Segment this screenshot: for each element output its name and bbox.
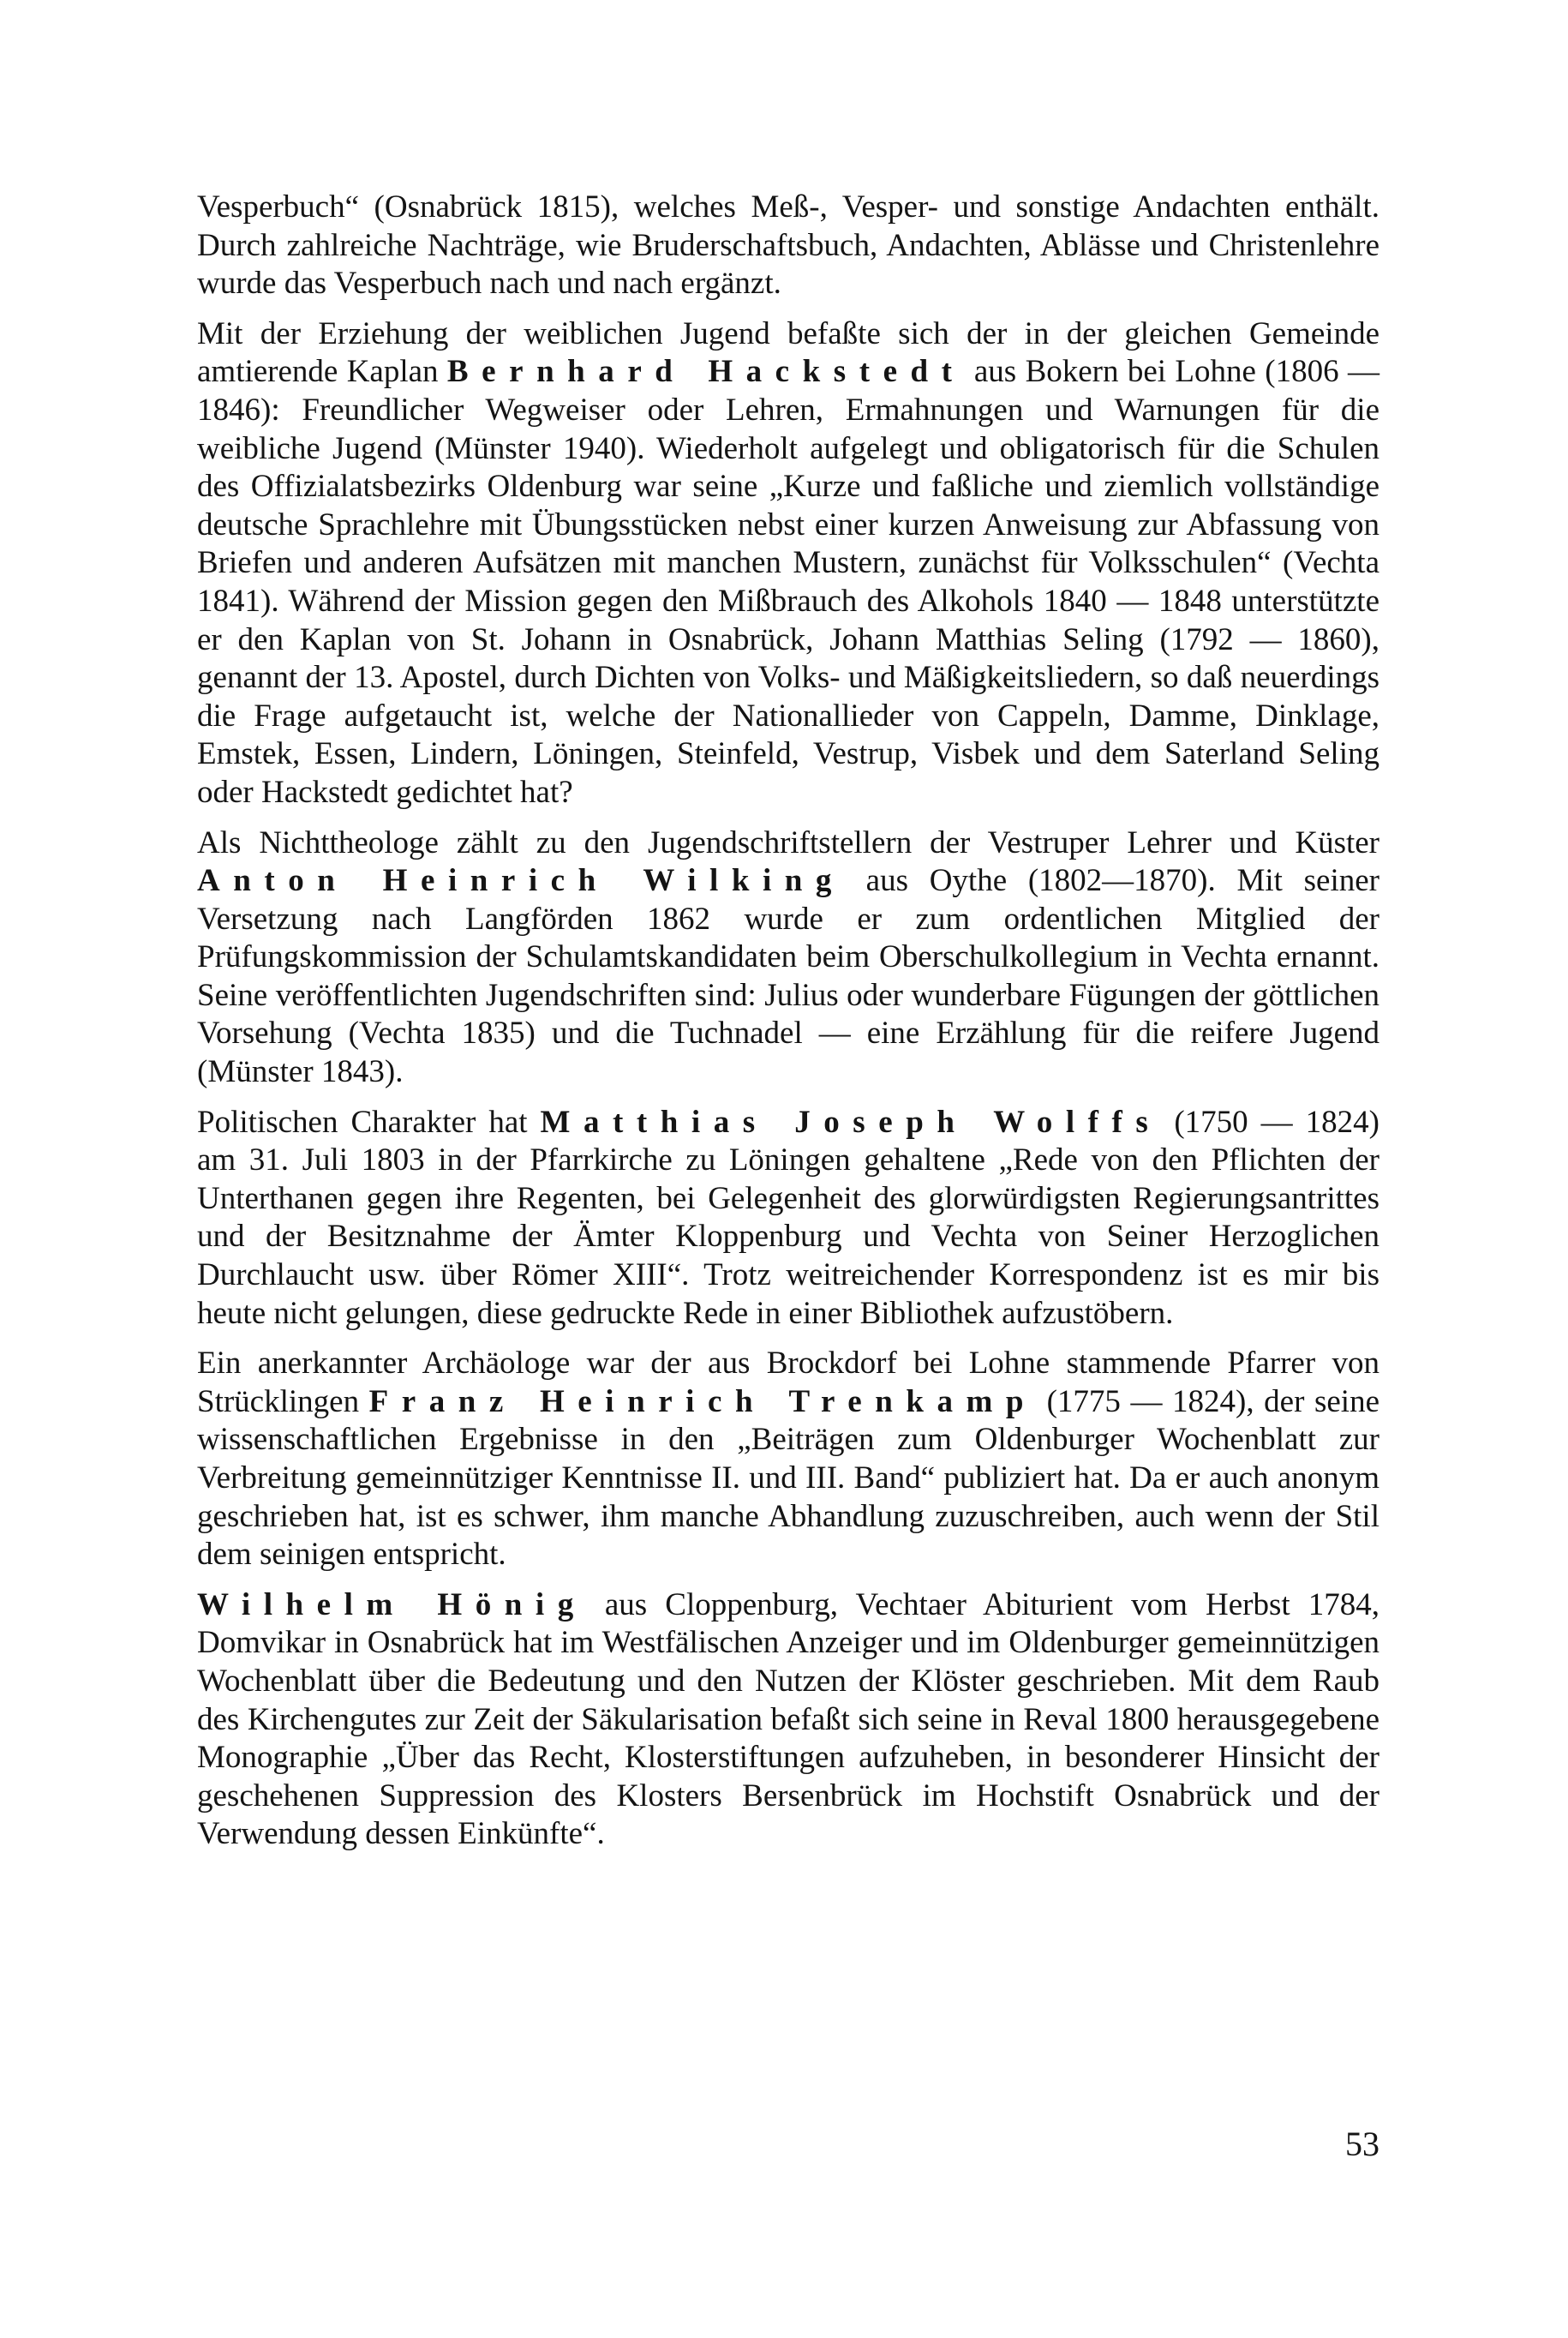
text-run: (1750 — 1824) am 31. Juli 1803 in der Pfarrkirche zu Löningen gehaltene „Rede von den Pflichten der Unterthanen gegen ihre Regenten, bei Gelegenheit des glorwürdigsten Regierungsantrittes und der Besitznahme der Ämter Kloppenburg und Vechta von Seiner Herzoglichen Durchlaucht usw. über Römer XIII“. Trotz weitreichender Korrespondenz ist es mir bis heute nicht gelungen, diese gedruckte Rede in einer Bibliothek aufzustöbern. [197, 1104, 1379, 1331]
body-text [197, 189, 1379, 1854]
person-name: Bernhard Hackstedt [446, 354, 966, 390]
text-run: Als Nichttheologe zählt zu den Jugendschriftstellern der Vestruper Lehrer und Küster [197, 824, 1379, 860]
paragraph [197, 1586, 1379, 1854]
paragraph [197, 824, 1379, 1092]
page-number: 53 [1345, 2125, 1379, 2163]
paragraph [197, 315, 1379, 812]
person-name: Anton Heinrich Wilking [197, 863, 845, 899]
text-run: Vesperbuch“ (Osnabrück 1815), welches Meß-, Vesper- und sonstige Andachten enthält. Durch zahlreiche Nachträge, wie Bruderschaftsbuch, Andachten, Ablässe und Christenlehre wurde das Vesperbuch nach und nach ergänzt. [197, 189, 1379, 302]
text-run: Mit der Erziehung der weiblichen Jugend befaßte sich der in der gleichen Gemeinde amtierende Kaplan [197, 315, 1379, 390]
text-run: aus Oythe (1802—1870). Mit seiner Versetzung nach Langförden 1862 wurde er zum ordentlichen Mitglied der Prüfungskommission der Schulamtskandidaten beim Oberschulkollegium in Vechta ernannt. Seine veröffentlichten Jugendschriften sind: Julius oder wunderbare Fügungen der göttlichen Vorsehung (Vechta 1835) und die Tuchnadel — eine Erzählung für die reifere Jugend (Münster 1843). [197, 863, 1379, 1090]
text-run: Politischen Charakter hat [197, 1104, 541, 1140]
text-run: aus Cloppenburg, Vechtaer Abiturient vom Herbst 1784, Domvikar in Osnabrück hat im Westfälischen Anzeiger und im Oldenburger gemeinnützigen Wochenblatt über die Bedeutung und den Nutzen der Klöster geschrieben. Mit dem Raub des Kirchengutes zur Zeit der Säkularisation befaßt sich seine in Reval 1800 herausgegebene Monographie „Über das Recht, Klosterstiftungen aufzuheben, in besonderer Hinsicht der geschehenen Suppression des Klosters Bersenbrück im Hochstift Osnabrück und der Verwendung dessen Einkünfte“. [197, 1586, 1379, 1852]
person-name: Matthias Joseph Wolffs [540, 1104, 1162, 1140]
text-run: Ein anerkannter Archäologe war der aus Brockdorf bei Lohne stammende Pfarrer von Strücklingen [197, 1346, 1379, 1419]
text-run: aus Bokern bei Lohne (1806 — 1846): Freundlicher Wegweiser oder Lehren, Ermahnungen und Warnungen für die weibliche Jugend (Münster 1940). Wiederholt aufgelegt und obligatorisch für die Schulen des Offizialatsbezirks Oldenburg war seine „Kurze und faßliche und ziemlich vollständige deutsche Sprachlehre mit Übungsstücken nebst einer kurzen Anweisung zur Abfassung von Briefen und anderen Aufsätzen mit manchen Mustern, zunächst für Volksschulen“ (Vechta 1841). Während der Mission gegen den Mißbrauch des Alkohols 1840 — 1848 unterstützte er den Kaplan von St. Johann in Osnabrück, Johann Matthias Seling (1792 — 1860), genannt der 13. Apostel, durch Dichten von Volks- und Mäßigkeitsliedern, so daß neuerdings die Frage aufgetaucht ist, welche der Nationallieder von Cappeln, Damme, Dinklage, Emstek, Essen, Lindern, Löningen, Steinfeld, Vestrup, Visbek und dem Saterland Seling oder Hackstedt gedichtet hat? [197, 354, 1379, 810]
paragraph [197, 189, 1379, 303]
paragraph [197, 1104, 1379, 1334]
person-name: Wilhelm Hönig [197, 1586, 587, 1622]
text-run: (1775 — 1824), der seine wissenschaftlichen Ergebnisse in den „Beiträgen zum Oldenburger Wochenblatt zur Verbreitung gemeinnütziger Kenntnisse II. und III. Band“ publiziert hat. Da er auch anonym geschrieben hat, ist es schwer, ihm manche Abhandlung zuzuschreiben, auch wenn der Stil dem seinigen entspricht. [197, 1383, 1379, 1573]
paragraph [197, 1345, 1379, 1574]
person-name: Franz Heinrich Trenkamp [368, 1383, 1037, 1419]
